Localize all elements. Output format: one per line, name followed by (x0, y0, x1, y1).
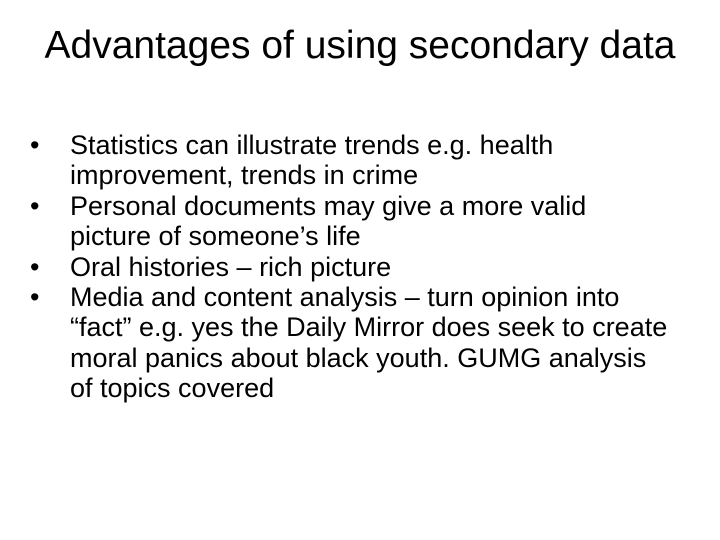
bullet-item-statistics: • Statistics can illustrate trends e.g. health improvement, trends in crime (30, 130, 670, 191)
bullet-item-oral-histories: • Oral histories – rich picture (30, 252, 670, 282)
bullet-item-media-analysis: • Media and content analysis – turn opinion into “fact” e.g. yes the Daily Mirror does seek to create moral panics about black youth. GUMG analysis of topics covered (30, 282, 670, 404)
slide-title: Advantages of using secondary data (44, 24, 676, 67)
bullet-list (30, 130, 670, 404)
bullet-item-personal-documents: • Personal documents may give a more valid picture of someone’s life (30, 191, 670, 252)
